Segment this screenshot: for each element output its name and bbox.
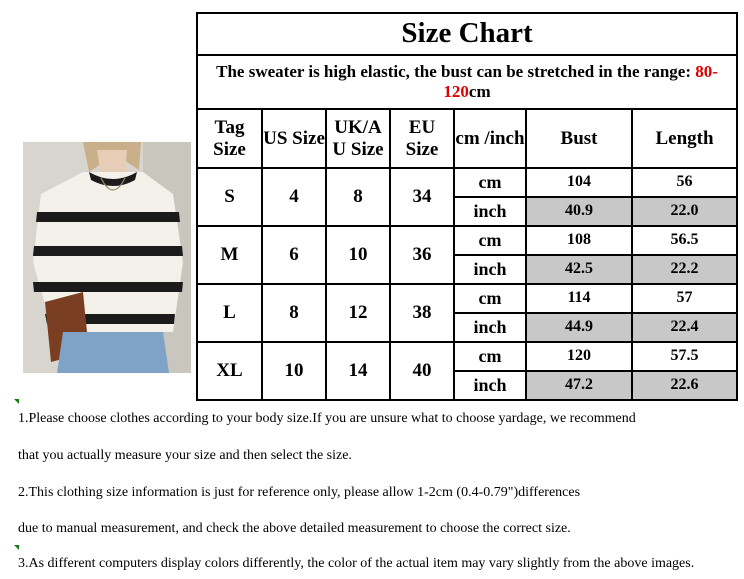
header-uk-au-size: UK/A U Size [326,109,390,168]
corner-marker-icon [14,399,19,404]
eu-size-cell: 34 [390,168,454,226]
elasticity-note-text: The sweater is high elastic, the bust can be stretched in the range: [216,62,696,82]
length-cm-cell: 56.5 [632,226,737,255]
header-us-size: US Size [262,109,326,168]
product-photo [23,142,191,373]
eu-size-cell: 36 [390,226,454,284]
table-row [197,284,737,313]
length-cm-cell: 57 [632,284,737,313]
table-row [197,342,737,371]
tag-size-cell: L [197,284,262,342]
eu-size-cell: 38 [390,284,454,342]
table-row [197,168,737,197]
uk-size-cell: 8 [326,168,390,226]
uk-size-cell: 10 [326,226,390,284]
unit-inch-cell: inch [454,197,526,226]
bust-range-unit: cm [468,82,491,101]
unit-cm-cell: cm [454,168,526,197]
unit-cm-cell: cm [454,226,526,255]
unit-inch-cell: inch [454,313,526,342]
bust-inch-cell: 40.9 [526,197,632,226]
header-bust: Bust [526,109,632,168]
note-line: 3.As different computers display colors differently, the color of the actual item may vary slightly from the above images. [18,556,695,571]
bust-inch-cell: 47.2 [526,371,632,400]
size-chart-table [196,12,738,401]
header-length: Length [632,109,737,168]
tag-size-cell: XL [197,342,262,400]
eu-size-cell: 40 [390,342,454,400]
unit-inch-cell: inch [454,255,526,284]
unit-inch-cell: inch [454,371,526,400]
note-line: that you actually measure your size and then select the size. [18,448,352,463]
table-row [197,226,737,255]
chart-title: Size Chart [197,13,737,55]
elasticity-note [197,55,737,109]
header-tag-size: Tag Size [197,109,262,168]
length-inch-cell: 22.0 [632,197,737,226]
header-unit: cm /inch [454,109,526,168]
bust-cm-cell: 120 [526,342,632,371]
uk-size-cell: 14 [326,342,390,400]
bust-inch-cell: 44.9 [526,313,632,342]
length-inch-cell: 22.2 [632,255,737,284]
length-inch-cell: 22.4 [632,313,737,342]
us-size-cell: 8 [262,284,326,342]
length-cm-cell: 57.5 [632,342,737,371]
note-line: 1.Please choose clothes according to your body size.If you are unsure what to choose yardage, we recommend [18,411,636,426]
us-size-cell: 10 [262,342,326,400]
uk-size-cell: 12 [326,284,390,342]
unit-cm-cell: cm [454,284,526,313]
bust-inch-cell: 42.5 [526,255,632,284]
tag-size-cell: S [197,168,262,226]
note-line: due to manual measurement, and check the above detailed measurement to choose the correct size. [18,521,571,536]
note-line: 2.This clothing size information is just for reference only, please allow 1-2cm (0.4-0.79")differences [18,485,581,500]
corner-marker-icon [14,545,19,550]
us-size-cell: 4 [262,168,326,226]
bust-cm-cell: 104 [526,168,632,197]
header-eu-size: EU Size [390,109,454,168]
us-size-cell: 6 [262,226,326,284]
tag-size-cell: M [197,226,262,284]
bust-range: 80-120 [443,62,718,101]
length-cm-cell: 56 [632,168,737,197]
bust-cm-cell: 114 [526,284,632,313]
length-inch-cell: 22.6 [632,371,737,400]
bust-cm-cell: 108 [526,226,632,255]
unit-cm-cell: cm [454,342,526,371]
